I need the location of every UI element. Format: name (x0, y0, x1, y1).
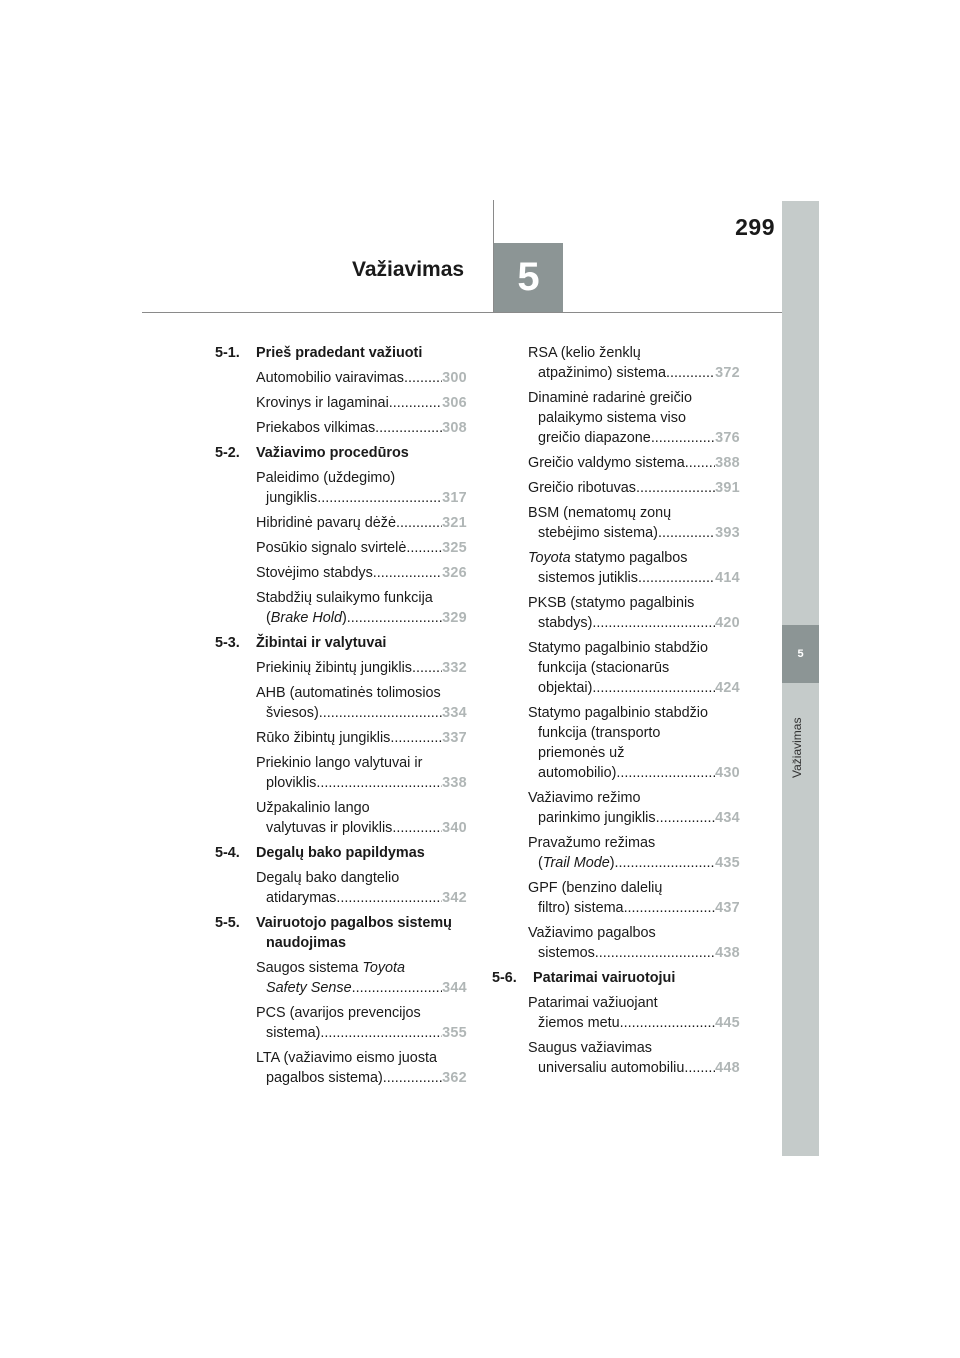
entry-last-line (528, 763, 740, 783)
toc-entry[interactable] (528, 993, 740, 1033)
entry-last-line (256, 1068, 467, 1088)
dot-leader (383, 1068, 442, 1088)
entry-line: Toyota statymo pagalbos (528, 550, 688, 566)
entry-title: žiemos metu (538, 1015, 620, 1031)
toc-entry[interactable] (528, 503, 740, 543)
dot-leader (656, 808, 716, 828)
page-reference-link[interactable]: 420 (715, 615, 740, 631)
entry-title: objektai) (538, 680, 593, 696)
toc-entry[interactable] (256, 418, 467, 438)
entry-line: Stabdžių sulaikymo funkcija (256, 590, 433, 606)
dot-leader (352, 978, 442, 998)
section-title: Žibintai ir valytuvai (256, 635, 387, 651)
dot-leader (666, 363, 715, 383)
entry-line: AHB (automatinės tolimosios (256, 685, 441, 701)
entry-line: Saugus važiavimas (528, 1040, 652, 1056)
entry-last-line (528, 1013, 740, 1033)
section-number: 5-2. (215, 445, 240, 461)
toc-entry[interactable] (528, 1038, 740, 1078)
entry-line: funkcija (transporto (538, 725, 661, 741)
entry-last-line (256, 608, 467, 628)
page-reference-link[interactable]: 414 (715, 570, 740, 586)
entry-line: Patarimai važiuojant (528, 995, 658, 1011)
toc-entry[interactable] (528, 788, 740, 828)
dot-leader (320, 1023, 442, 1043)
toc-section-heading (215, 843, 467, 863)
page-reference-link[interactable]: 300 (442, 370, 467, 386)
toc-entry[interactable] (256, 658, 467, 678)
entry-last-line (256, 1023, 467, 1043)
entry-last-line (256, 728, 467, 748)
dot-leader (404, 368, 442, 388)
page-reference-link[interactable]: 434 (715, 810, 740, 826)
entry-title: greičio diapazone (538, 430, 651, 446)
dot-leader (636, 478, 715, 498)
entry-last-line (528, 1058, 740, 1078)
entry-last-line (256, 488, 467, 508)
entry-title: sistema) (266, 1025, 321, 1041)
entry-last-line (528, 943, 740, 963)
entry-line: Saugos sistema Toyota (256, 960, 406, 976)
entry-line: Važiavimo režimo (528, 790, 641, 806)
toc-section-heading (215, 443, 467, 463)
page-reference-link[interactable]: 342 (442, 890, 467, 906)
entry-last-line (256, 773, 467, 793)
toc-section-heading (492, 968, 740, 988)
entry-last-line (256, 513, 467, 533)
toc-entry[interactable] (528, 923, 740, 963)
dot-leader (375, 418, 442, 438)
dot-leader (373, 563, 442, 583)
page-reference-link[interactable]: 334 (442, 705, 467, 721)
entry-last-line (256, 888, 467, 908)
toc-entry[interactable] (528, 453, 740, 473)
dot-leader (319, 703, 442, 723)
entry-last-line (528, 478, 740, 498)
entry-line: BSM (nematomų zonų (528, 505, 672, 521)
page-reference-link[interactable]: 388 (715, 455, 740, 471)
dot-leader (412, 658, 442, 678)
dot-leader (658, 523, 715, 543)
toc-entry[interactable] (528, 878, 740, 918)
toc-entry[interactable] (256, 868, 467, 908)
entry-last-line (256, 703, 467, 723)
toc-entry[interactable] (256, 798, 467, 838)
header-horizontal-rule (142, 312, 782, 313)
entry-title: universaliu automobiliu (538, 1060, 685, 1076)
page-reference-link[interactable]: 338 (442, 775, 467, 791)
entry-title: jungiklis (266, 490, 318, 506)
entry-line: RSA (kelio ženklų (528, 345, 641, 361)
entry-line: Pravažumo režimas (528, 835, 656, 851)
dot-leader (684, 1058, 715, 1078)
page-reference-link[interactable]: 437 (715, 900, 740, 916)
dot-leader (347, 608, 442, 628)
entry-title: (Brake Hold) (266, 610, 347, 626)
entry-line: funkcija (stacionarūs (538, 660, 670, 676)
toc-entry[interactable] (528, 703, 740, 783)
dot-leader (685, 453, 715, 473)
section-title: Prieš pradedant važiuoti (256, 345, 423, 361)
toc-entry[interactable] (256, 393, 467, 413)
page-number: 299 (735, 214, 775, 240)
toc-entry[interactable] (528, 478, 740, 498)
entry-last-line (256, 368, 467, 388)
page-reference-link[interactable]: 321 (442, 515, 467, 531)
page-reference-link[interactable]: 372 (715, 365, 740, 381)
side-chapter-label: Važiavimas (790, 717, 804, 778)
dot-leader (389, 393, 442, 413)
page-reference-link[interactable]: 362 (442, 1070, 467, 1086)
entry-title: Krovinys ir lagaminai (256, 395, 389, 411)
chapter-number-box: 5 (494, 243, 563, 312)
section-title: Važiavimo procedūros (256, 445, 409, 461)
toc-entry[interactable] (528, 593, 740, 633)
toc-section-heading (215, 343, 467, 363)
entry-last-line (528, 523, 740, 543)
dot-leader (336, 888, 442, 908)
page-reference-link[interactable]: 344 (442, 980, 467, 996)
page-reference-link[interactable]: 325 (442, 540, 467, 556)
dot-leader (616, 763, 715, 783)
section-title-cont: naudojimas (266, 935, 346, 951)
entry-title: (Trail Mode) (538, 855, 615, 871)
toc-left-column (215, 343, 467, 1093)
entry-last-line (528, 453, 740, 473)
toc-section-heading (215, 633, 467, 653)
entry-last-line (528, 678, 740, 698)
dot-leader (615, 853, 716, 873)
entry-last-line (528, 363, 740, 383)
toc-entry[interactable] (256, 728, 467, 748)
entry-line: Važiavimo pagalbos (528, 925, 656, 941)
entry-line: GPF (benzino dalelių (528, 880, 663, 896)
toc-entry[interactable] (528, 343, 740, 383)
entry-line: PKSB (statymo pagalbinis (528, 595, 695, 611)
entry-title: ploviklis (266, 775, 317, 791)
toc-entry[interactable] (528, 638, 740, 698)
entry-line: Paleidimo (uždegimo) (256, 470, 396, 486)
entry-last-line (256, 978, 467, 998)
entry-line: PCS (avarijos prevencijos (256, 1005, 421, 1021)
toc-entry[interactable] (256, 538, 467, 558)
page-reference-link[interactable]: 355 (442, 1025, 467, 1041)
chapter-title: Važiavimas (352, 258, 465, 281)
entry-line: Statymo pagalbinio stabdžio (528, 705, 708, 721)
toc-entry[interactable] (256, 513, 467, 533)
dot-leader (624, 898, 716, 918)
entry-last-line (528, 898, 740, 918)
section-number: 5-6. (492, 970, 517, 986)
page-reference-link[interactable]: 308 (442, 420, 467, 436)
entry-title: Rūko žibintų jungiklis (256, 730, 391, 746)
entry-last-line (256, 563, 467, 583)
entry-line: palaikymo sistema viso (538, 410, 686, 426)
dot-leader (638, 568, 715, 588)
entry-title: automobilio) (538, 765, 617, 781)
section-title: Patarimai vairuotojui (533, 970, 676, 986)
toc-entry[interactable] (528, 548, 740, 588)
entry-title: Greičio ribotuvas (528, 480, 636, 496)
entry-last-line (256, 393, 467, 413)
section-number: 5-1. (215, 345, 240, 361)
page-reference-link[interactable]: 445 (715, 1015, 740, 1031)
toc-entry[interactable] (528, 388, 740, 448)
page-reference-link[interactable]: 391 (715, 480, 740, 496)
entry-line: Užpakalinio lango (256, 800, 370, 816)
dot-leader (396, 513, 442, 533)
entry-last-line (256, 538, 467, 558)
entry-last-line (528, 428, 740, 448)
page-reference-link[interactable]: 337 (442, 730, 467, 746)
entry-last-line (256, 658, 467, 678)
dot-leader (592, 678, 715, 698)
section-number: 5-5. (215, 915, 240, 931)
dot-leader (595, 943, 715, 963)
toc-entry[interactable] (256, 1048, 467, 1088)
page-reference-link[interactable]: 306 (442, 395, 467, 411)
dot-leader (651, 428, 715, 448)
entry-last-line (528, 613, 740, 633)
entry-title: atidarymas (266, 890, 337, 906)
toc-entry[interactable] (528, 833, 740, 873)
page-reference-link[interactable]: 438 (715, 945, 740, 961)
entry-last-line (256, 418, 467, 438)
entry-title: atpažinimo) sistema (538, 365, 666, 381)
entry-last-line (256, 818, 467, 838)
entry-title: Greičio valdymo sistema (528, 455, 685, 471)
entry-title: Stovėjimo stabdys (256, 565, 373, 581)
section-number: 5-4. (215, 845, 240, 861)
dot-leader (406, 538, 442, 558)
entry-line: Dinaminė radarinė greičio (528, 390, 692, 406)
toc-section-heading (215, 913, 467, 953)
dot-leader (392, 818, 442, 838)
entry-title: stebėjimo sistema) (538, 525, 658, 541)
section-title: Degalų bako papildymas (256, 845, 425, 861)
page-reference-link[interactable]: 448 (715, 1060, 740, 1076)
page-reference-link[interactable]: 430 (715, 765, 740, 781)
toc-entry[interactable] (256, 588, 467, 628)
page-reference-link[interactable]: 326 (442, 565, 467, 581)
entry-line: LTA (važiavimo eismo juosta (256, 1050, 438, 1066)
toc-entry[interactable] (256, 753, 467, 793)
toc-entry[interactable] (256, 468, 467, 508)
dot-leader (620, 1013, 716, 1033)
entry-line: priemonės už (538, 745, 625, 761)
page-reference-link[interactable]: 393 (715, 525, 740, 541)
entry-title: Priekabos vilkimas (256, 420, 376, 436)
page-reference-link[interactable]: 376 (715, 430, 740, 446)
entry-title: Safety Sense (266, 980, 352, 996)
toc-entry[interactable] (256, 683, 467, 723)
dot-leader (390, 728, 442, 748)
entry-line: Degalų bako dangtelio (256, 870, 400, 886)
page-reference-link[interactable]: 329 (442, 610, 467, 626)
entry-title: filtro) sistema (538, 900, 624, 916)
section-title: Vairuotojo pagalbos sistemų naudojimas (256, 915, 452, 951)
page-reference-link[interactable]: 317 (442, 490, 467, 506)
entry-title: šviesos) (266, 705, 319, 721)
dot-leader (317, 488, 442, 508)
toc-entry[interactable] (256, 1003, 467, 1043)
entry-last-line (528, 853, 740, 873)
entry-last-line (528, 568, 740, 588)
entry-title: pagalbos sistema) (266, 1070, 383, 1086)
toc-entry[interactable] (256, 368, 467, 388)
entry-title: Automobilio vairavimas (256, 370, 404, 386)
page-reference-link[interactable]: 435 (715, 855, 740, 871)
entry-title: sistemos (538, 945, 595, 961)
dot-leader (592, 613, 715, 633)
entry-title: Hibridinė pavarų dėžė (256, 515, 396, 531)
entry-title: Posūkio signalo svirtelė (256, 540, 407, 556)
entry-line: Priekinio lango valytuvai ir (256, 755, 423, 771)
entry-title: sistemos jutiklis (538, 570, 638, 586)
toc-right-column (492, 343, 740, 1083)
entry-title: stabdys) (538, 615, 593, 631)
entry-last-line (528, 808, 740, 828)
entry-title: Priekinių žibintų jungiklis (256, 660, 412, 676)
section-number: 5-3. (215, 635, 240, 651)
toc-entry[interactable] (256, 958, 467, 998)
side-chapter-tab[interactable]: 5 (782, 625, 819, 683)
toc-entry[interactable] (256, 563, 467, 583)
entry-line: Statymo pagalbinio stabdžio (528, 640, 708, 656)
entry-title: parinkimo jungiklis (538, 810, 656, 826)
page-reference-link[interactable]: 340 (442, 820, 467, 836)
dot-leader (316, 773, 442, 793)
page-reference-link[interactable]: 424 (715, 680, 740, 696)
entry-title: valytuvas ir ploviklis (266, 820, 393, 836)
page-reference-link[interactable]: 332 (442, 660, 467, 676)
